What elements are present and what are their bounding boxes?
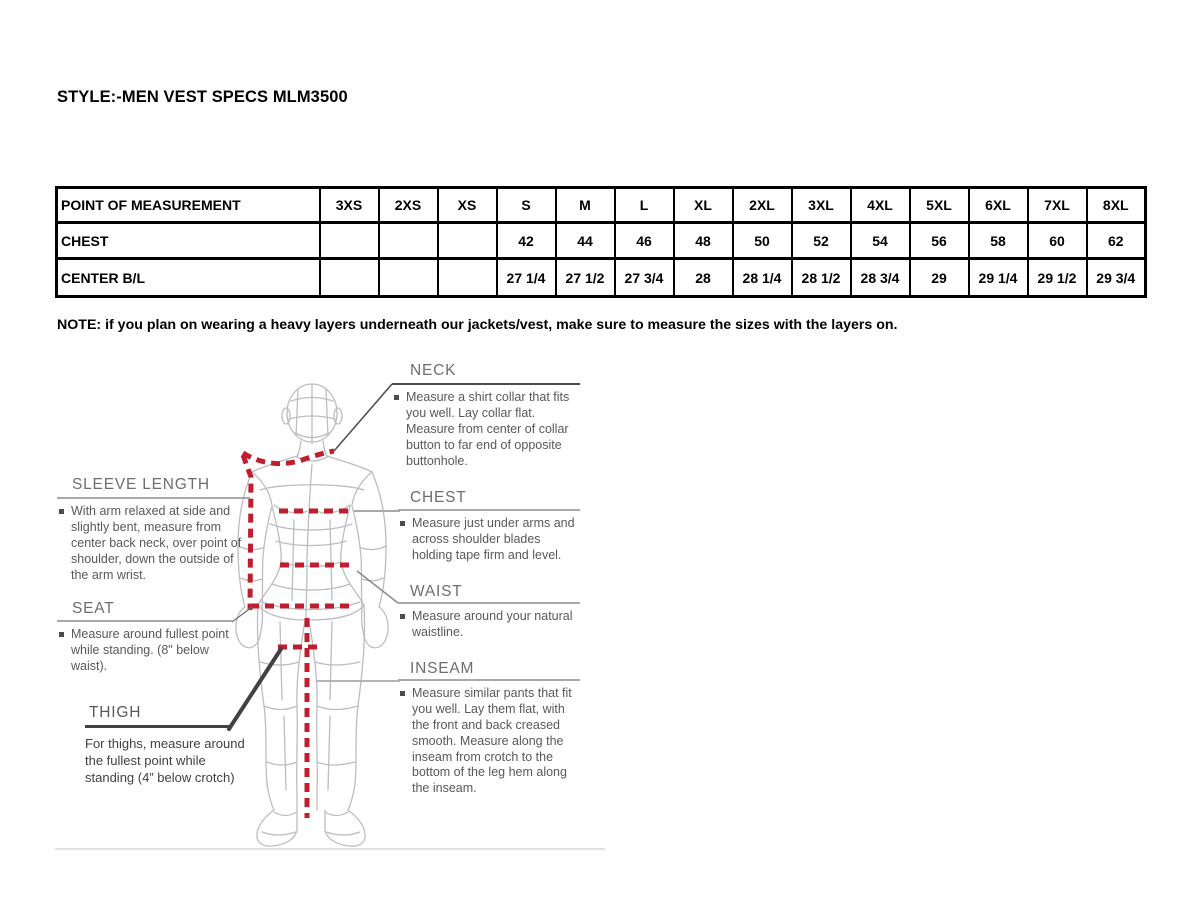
table-cell: 50: [733, 223, 792, 259]
column-header: 3XL: [792, 188, 851, 223]
row-label: CHEST: [57, 223, 320, 259]
column-header: S: [497, 188, 556, 223]
bullet-icon: [394, 395, 399, 400]
table-cell: 29 3/4: [1087, 259, 1146, 297]
column-header: M: [556, 188, 615, 223]
section-text: For thighs, measure around the fullest point while standing (4” below crotch): [85, 736, 245, 785]
bullet-icon: [59, 632, 64, 637]
column-header: 5XL: [910, 188, 969, 223]
section-heading: SEAT: [57, 600, 232, 622]
table-cell: 28: [674, 259, 733, 297]
table-cell: 48: [674, 223, 733, 259]
section-heading: NECK: [392, 362, 580, 385]
section-text: Measure just under arms and across shoulder blades holding tape firm and level.: [412, 516, 575, 562]
section-heading: WAIST: [398, 583, 580, 604]
table-cell: 29 1/4: [969, 259, 1028, 297]
table-cell: 42: [497, 223, 556, 259]
section-text: With arm relaxed at side and slightly bent, measure from center back neck, over point of shoulder, down the outside of the arm wrist.: [71, 504, 242, 582]
section-heading: THIGH: [85, 704, 232, 728]
bullet-icon: [400, 691, 405, 696]
bullet-icon: [400, 614, 405, 619]
table-cell: 28 1/4: [733, 259, 792, 297]
section-chest: [398, 489, 580, 564]
table-cell: 62: [1087, 223, 1146, 259]
section-inseam: [398, 660, 580, 797]
table-cell: 28 1/2: [792, 259, 851, 297]
table-cell: 27 3/4: [615, 259, 674, 297]
column-header: 8XL: [1087, 188, 1146, 223]
table-cell: 44: [556, 223, 615, 259]
mannequin-wireframe: [236, 384, 388, 846]
table-cell: 27 1/4: [497, 259, 556, 297]
column-header: XL: [674, 188, 733, 223]
table-cell: 27 1/2: [556, 259, 615, 297]
section-neck: [392, 362, 580, 469]
bullet-icon: [59, 509, 64, 514]
note-text: NOTE: if you plan on wearing a heavy layers underneath our jackets/vest, make sure to measure the sizes with the layers on.: [57, 317, 898, 333]
section-heading: CHEST: [398, 489, 580, 511]
section-text: Measure around your natural waistline.: [412, 609, 573, 639]
section-heading: SLEEVE LENGTH: [57, 476, 250, 499]
table-cell: 46: [615, 223, 674, 259]
column-header: 6XL: [969, 188, 1028, 223]
column-header: XS: [438, 188, 497, 223]
bullet-icon: [400, 521, 405, 526]
section-text: Measure around fullest point while standing. (8" below waist).: [71, 627, 229, 673]
column-header: 4XL: [851, 188, 910, 223]
table-cell: 29: [910, 259, 969, 297]
section-text: Measure similar pants that fit you well. Lay them flat, with the front and back creased smooth. Measure along the inseam from crotch to the bottom of the leg hem along the inseam.: [412, 686, 572, 796]
row-label: CENTER B/L: [57, 259, 320, 297]
table-cell: 52: [792, 223, 851, 259]
section-heading: INSEAM: [398, 660, 580, 681]
page-title: STYLE:-MEN VEST SPECS MLM3500: [57, 88, 348, 106]
table-cell: 28 3/4: [851, 259, 910, 297]
section-seat: [57, 600, 232, 675]
column-header: 2XL: [733, 188, 792, 223]
table-cell: 58: [969, 223, 1028, 259]
table-cell: 56: [910, 223, 969, 259]
column-header: 3XS: [320, 188, 379, 223]
column-header: 7XL: [1028, 188, 1087, 223]
measurement-dashed-lines: [243, 451, 354, 818]
section-text: Measure a shirt collar that fits you well. Lay collar flat. Measure from center of collar button to far end of opposite buttonhole.: [406, 390, 570, 468]
section-waist: [398, 583, 580, 641]
section-sleeve-length: [57, 476, 250, 583]
column-header: L: [615, 188, 674, 223]
neck-measure-line: [243, 451, 334, 464]
table-cell: 29 1/2: [1028, 259, 1087, 297]
table-cell: 54: [851, 223, 910, 259]
table-cell: 60: [1028, 223, 1087, 259]
column-header: POINT OF MEASUREMENT: [57, 188, 320, 223]
section-thigh: [85, 704, 245, 787]
column-header: 2XS: [379, 188, 438, 223]
